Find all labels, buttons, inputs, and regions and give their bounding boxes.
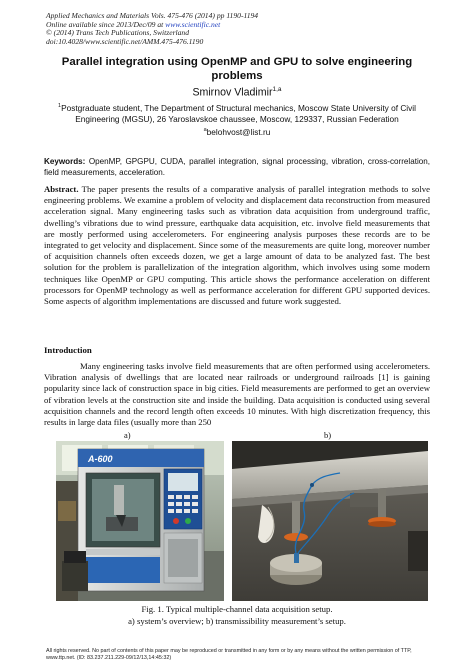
- keywords-text: OpenMP, GPGPU, CUDA, parallel integration, signal processing, vibration, cross-correlation, field measurements, acceleration.: [44, 157, 430, 177]
- figure-caption-line1: Fig. 1. Typical multiple-channel data acquisition setup.: [141, 604, 333, 614]
- keywords-paragraph: [44, 156, 430, 178]
- figure-label-b: b): [324, 430, 332, 440]
- figure-caption-line2: a) system’s overview; b) transmissibility measurement’s setup.: [128, 615, 346, 626]
- transmissibility-setup-image: [232, 441, 428, 601]
- copyright-line: © (2014) Trans Tech Publications, Switzerland: [46, 28, 190, 38]
- affiliation: [50, 101, 424, 125]
- abstract-label: Abstract.: [44, 184, 79, 194]
- author-superscript: 1,a: [272, 86, 282, 93]
- footer-line1: All rights reserved. No part of contents of this paper may be reproduced or transmitted in any form or by any means without the written permission of TTP,: [46, 648, 412, 654]
- journal-citation: Applied Mechanics and Materials Vols. 475-476 (2014) pp 1190-1194: [46, 11, 259, 20]
- abstract-text: The paper presents the results of a comparative analysis of parallel integration methods to solve engineering problems. We examine a problem of velocity and displacement data reconstruction from measured acceleration signal. Many engineering tasks such as vibration data acquisition from underground traffic, dwelling’s vibrations due to wind pressure, earthquake data acquisition, etc. involve field measurements that are mostly performed using accelerometers. For engineering analysis purposes these records are to be integrated to get velocity and displacement. Since some of the measurements are quite long, moreover number of acquisition channels often exceeds dozen, we get a large amount of data to be analyzed fast. The best solution for the problem is parallelization of the integration algorithm, which involves using some modern techniques like OpenMP or GPU computing. This article shows the performance acceleration on different processors for OpenMP technology as well as performance acceleration for different GPU supported devices. Some aspects of algorithm implementations are discussed and future work suggested.: [44, 184, 430, 307]
- affiliation-text: Postgraduate student, The Department of Structural mechanics, Moscow State University of Civil Engineering (MGSU), 26 Yaroslavskoe chaussee, Moscow, 129337, Russian Federation: [61, 102, 416, 124]
- copyright-footer: [46, 648, 412, 661]
- doi-line: doi:10.4028/www.scientific.net/AMM.475-476.1190: [46, 36, 204, 46]
- journal-header: [46, 12, 258, 46]
- machine-brand-label: A-600: [88, 454, 113, 464]
- footer-line2: www.ttp.net. (ID: 83.237.211.229-09/12/13,14:45:32): [46, 654, 172, 661]
- figure-caption: [0, 604, 474, 627]
- paper-title: Parallel integration using OpenMP and GPU to solve engineering problems: [61, 56, 413, 82]
- author-line: [0, 86, 474, 99]
- author-name: Smirnov Vladimir: [192, 86, 273, 99]
- author-email: [0, 127, 474, 137]
- figure-label-a: a): [124, 430, 131, 440]
- system-overview-image: [56, 441, 224, 601]
- scientific-net-link[interactable]: www.scientific.net: [165, 19, 221, 29]
- email-text[interactable]: belohvost@list.ru: [206, 127, 271, 137]
- photo-system-overview: [56, 441, 224, 601]
- section-heading-introduction: Introduction: [44, 345, 92, 355]
- abstract-paragraph: [44, 184, 430, 307]
- affiliation-superscript: 1: [58, 103, 62, 109]
- introduction-paragraph: Many engineering tasks involve field measurements that are often performed using accelerometers. Vibration analysis of dwellings that are located near railroads or underground railroads [1] is gaining popularity since lack of construction space in big cities. Field measurements are performed to get an overview of vibration levels at the construction site and inside the building. Data acquisition is conducted using several acquisition channels and the record length often exceeds 10 minutes. With high discretization frequency, this results in large data files (usually more than 250: [44, 361, 430, 428]
- email-superscript: a: [203, 127, 207, 134]
- keywords-label: Keywords:: [44, 157, 86, 166]
- photo-transmissibility-setup: [232, 441, 428, 601]
- online-availability: Online available since 2013/Dec/09 at www.scientific.net: [46, 19, 221, 29]
